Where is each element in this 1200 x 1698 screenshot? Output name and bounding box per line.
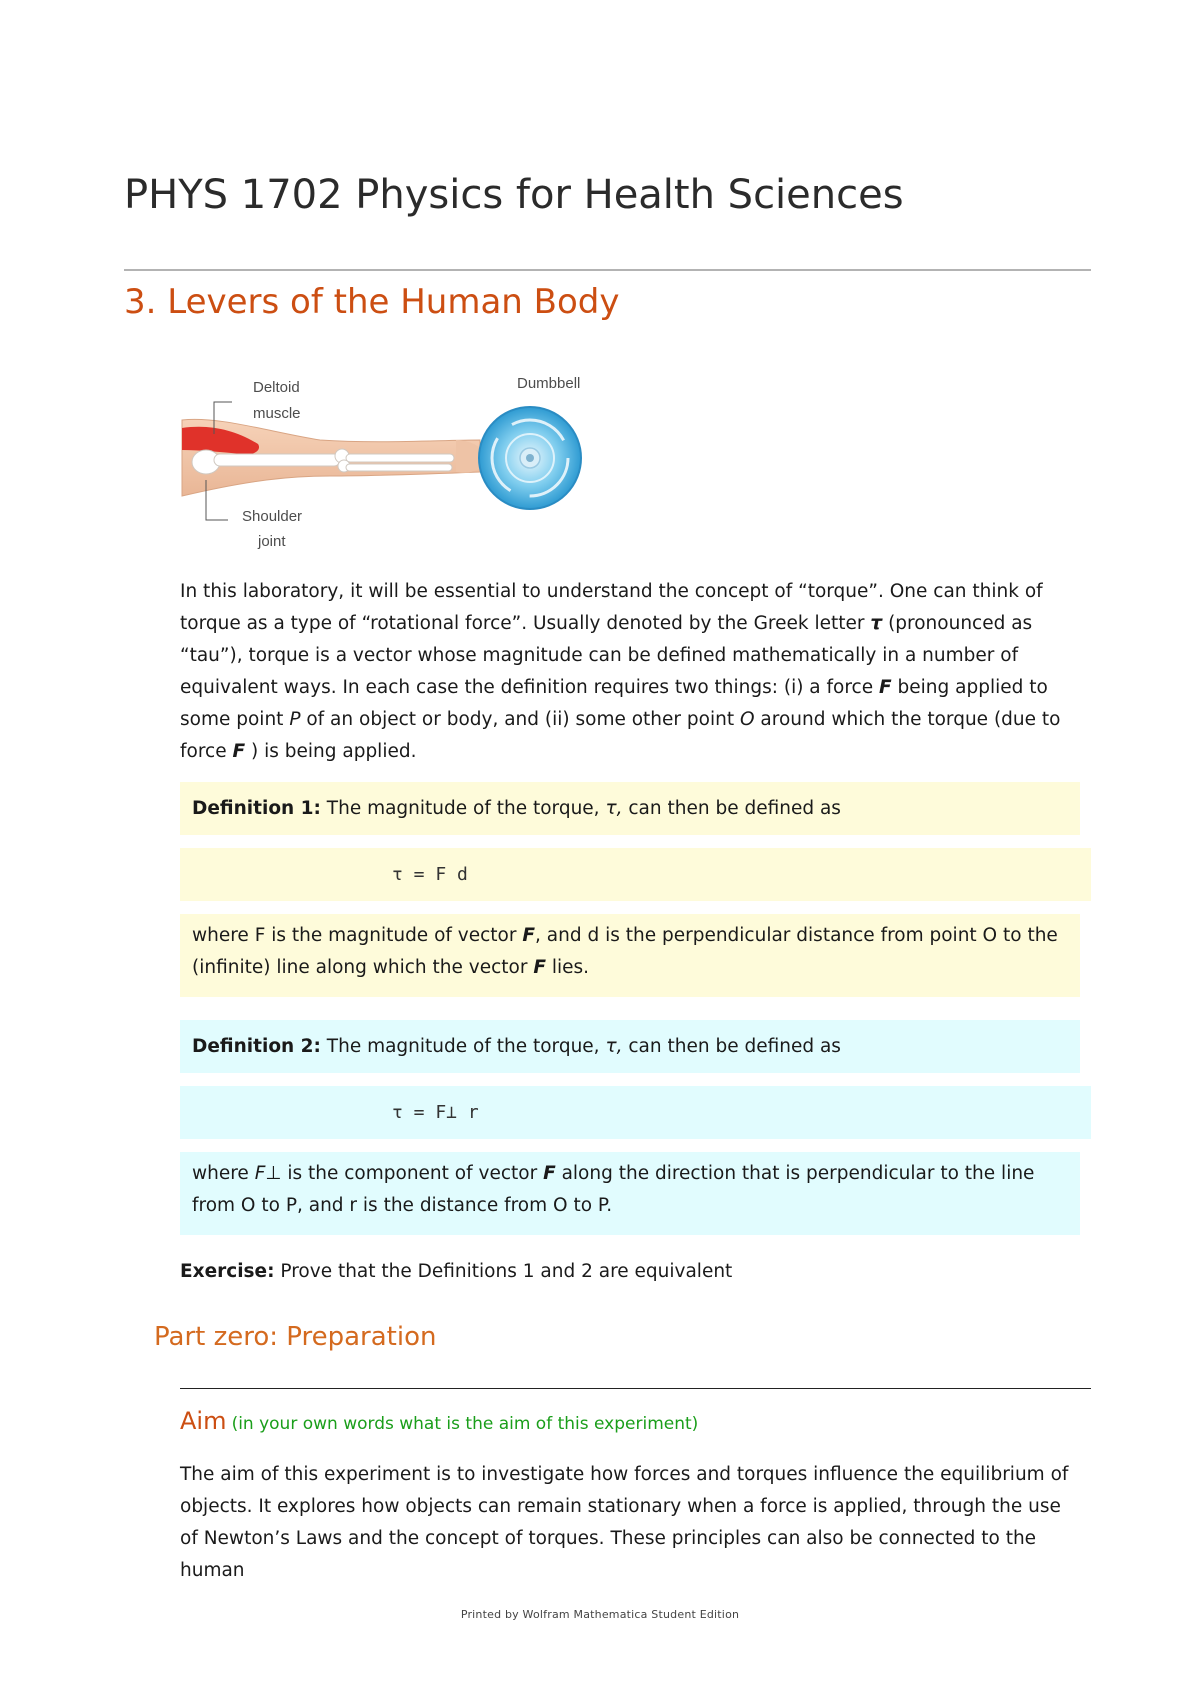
aim-text: The aim of this experiment is to investigate how forces and torques influence the equilibrium of objects. It explores how objects can remain stationary when a force is applied, through the use of Newton’s Laws and the concept of torques. These principles can also be connected to the human (180, 1464, 1069, 1581)
section-title: 3. Levers of the Human Body (124, 282, 620, 322)
exercise-text: Exercise: Prove that the Definitions 1 and 2 are equivalent (180, 1261, 733, 1282)
label-shoulder: Shoulder (242, 508, 303, 525)
label-joint: joint (258, 533, 286, 550)
aim-hint: (in your own words what is the aim of this experiment) (231, 1414, 699, 1434)
label-dumbbell: Dumbbell (517, 375, 581, 392)
dumbbell-shape (479, 407, 581, 509)
arm-lever-figure (180, 368, 620, 556)
ulna-bone (346, 464, 452, 471)
title-divider (124, 269, 1091, 271)
aim-heading: Aim (180, 1407, 227, 1435)
part-divider (180, 1388, 1091, 1389)
definition-2-explanation: where F⊥ is the component of vector F along the direction that is perpendicular to the line from O to P, and r is the distance from O to P. (180, 1152, 1080, 1235)
definition-2-equation: τ = F⊥ r (180, 1086, 1091, 1139)
print-footer: Printed by Wolfram Mathematica Student Edition (460, 1608, 740, 1621)
aim-heading-row (180, 1407, 698, 1435)
label-deltoid: Deltoid (253, 379, 300, 396)
radius-bone (346, 454, 454, 462)
humerus-bone (214, 454, 340, 466)
label-muscle: muscle (253, 405, 301, 422)
part-zero-heading: Part zero: Preparation (154, 1322, 437, 1352)
course-title: PHYS 1702 Physics for Health Sciences (124, 172, 904, 218)
definition-1-explanation: where F is the magnitude of vector F, and d is the perpendicular distance from point O to the (infinite) line along which the vector F lies. (180, 914, 1080, 997)
definition-1-header: Definition 1: The magnitude of the torque, τ, can then be defined as (180, 782, 1080, 835)
definition-1-equation: τ = F d (180, 848, 1091, 901)
tau-symbol: τ (870, 613, 883, 634)
intro-paragraph: In this laboratory, it will be essential to understand the concept of “torque”. One can think of torque as a type of “rotational force”. Usually denoted by the Greek letter τ (pronounced as “tau”), torque is a vector whose magnitude can be defined mathematically in a number of equivalent ways. In each case the definition requires two things: (i) a force F being applied to some point P of an object or body, and (ii) some other point O around which the torque (due to force F ) is being applied. (180, 581, 1061, 762)
definition-2-header: Definition 2: The magnitude of the torque, τ, can then be defined as (180, 1020, 1080, 1073)
